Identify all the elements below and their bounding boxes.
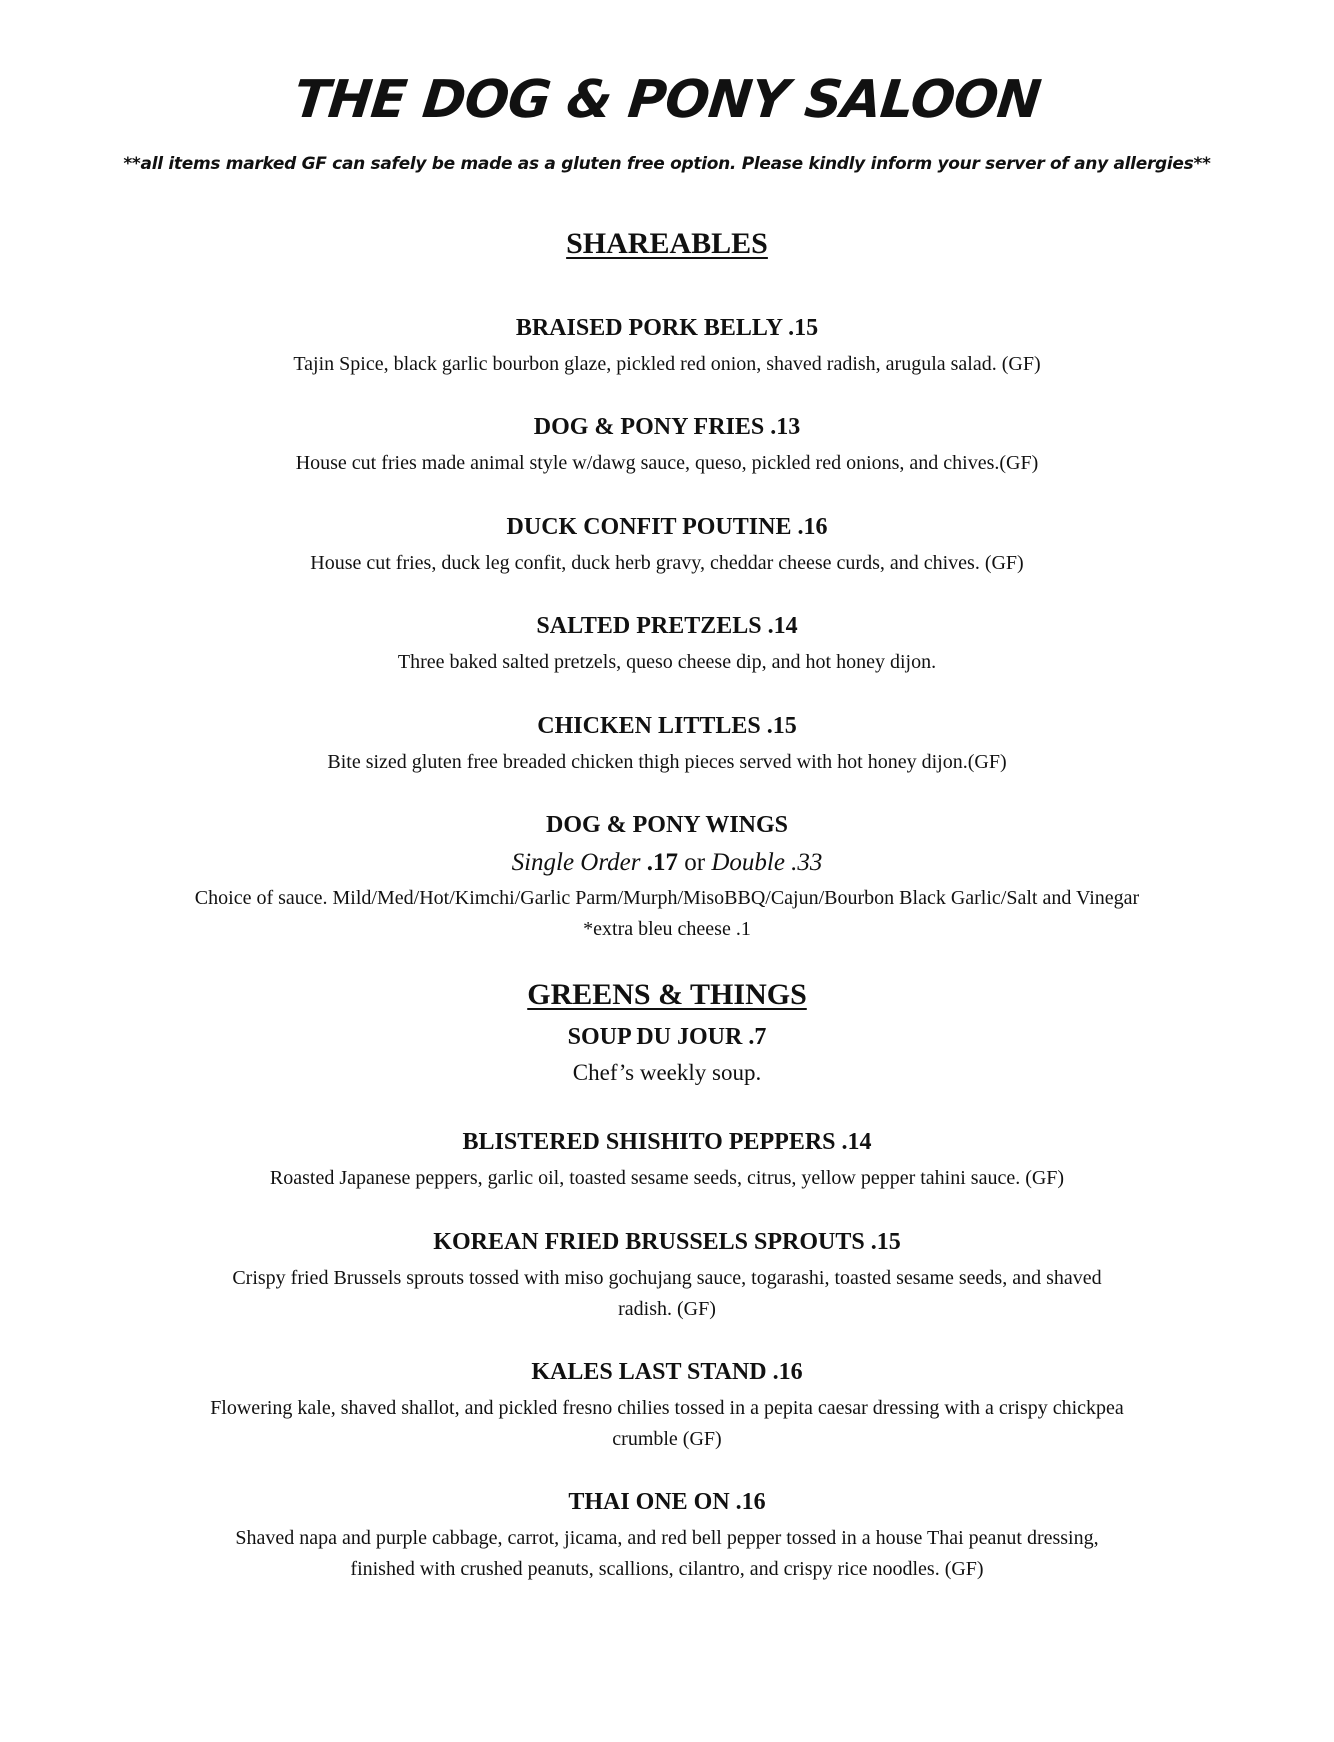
menu-item-description: Tajin Spice, black garlic bourbon glaze, pickled red onion, shaved radish, arugula salad. (GF) [293,353,1041,375]
menu-item-description-line2: crumble (GF) [612,1428,722,1450]
menu-item-name: BRAISED PORK BELLY .15 [515,315,819,341]
menu-item-description-line1: Crispy fried Brussels sprouts tossed with miso gochujang sauce, togarashi, toasted sesame seeds, and shaved [232,1267,1102,1289]
section-heading-greens: GREENS & THINGS [527,978,807,1011]
menu-item-description-line1: Flowering kale, shaved shallot, and pickled fresno chilies tossed in a pepita caesar dressing with a crispy chickpea [210,1397,1124,1419]
wings-sauce-description: Choice of sauce. Mild/Med/Hot/Kimchi/Garlic Parm/Murph/MisoBBQ/Cajun/Bourbon Black Garlic/Salt and Vinegar [194,887,1140,909]
restaurant-title: THE DOG & PONY SALOON [290,70,1044,130]
double-order-label: Double .33 [711,849,823,876]
menu-item-description: Bite sized gluten free breaded chicken thigh pieces served with hot honey dijon.(GF) [327,751,1007,773]
single-order-price: .17 [640,849,685,876]
menu-item-description: House cut fries made animal style w/dawg sauce, queso, pickled red onions, and chives.(GF) [295,452,1039,474]
menu-item-name: SALTED PRETZELS .14 [536,613,798,639]
menu-item-description: Roasted Japanese peppers, garlic oil, toasted sesame seeds, citrus, yellow pepper tahini sauce. (GF) [269,1167,1065,1189]
menu-item-description: Three baked salted pretzels, queso cheese dip, and hot honey dijon. [397,651,937,673]
menu-item-name: SOUP DU JOUR .7 [567,1024,767,1050]
menu-item-description-line1: Shaved napa and purple cabbage, carrot, jicama, and red bell pepper tossed in a house Thai peanut dressing, [235,1527,1099,1549]
menu-item-name: KALES LAST STAND .16 [531,1359,803,1385]
menu-item-name: CHICKEN LITTLES .15 [537,713,797,739]
menu-item-description-line2: finished with crushed peanuts, scallions, cilantro, and crispy rice noodles. (GF) [350,1558,984,1580]
menu-item-name-wings: DOG & PONY WINGS [545,812,788,838]
menu-item-description: Chef’s weekly soup. [572,1060,762,1085]
wings-extra-note: *extra bleu cheese .1 [583,918,751,940]
menu-item-description-line2: radish. (GF) [618,1298,716,1320]
menu-item-name: KOREAN FRIED BRUSSELS SPROUTS .15 [433,1229,901,1255]
menu-item-name: DOG & PONY FRIES .13 [533,414,801,440]
menu-item-name: THAI ONE ON .16 [568,1489,766,1515]
menu-item-name: DUCK CONFIT POUTINE .16 [506,514,828,540]
menu-item-description: House cut fries, duck leg confit, duck herb gravy, cheddar cheese curds, and chives. (GF) [310,552,1024,574]
menu-item-name: BLISTERED SHISHITO PEPPERS .14 [462,1129,872,1155]
gluten-free-note: **all items marked GF can safely be made as a gluten free option. Please kindly inform your server of any allergies** [123,154,1211,174]
section-heading-shareables: SHAREABLES [566,227,768,260]
or-text: or [684,849,706,876]
wings-order-options [0,849,1334,877]
single-order-label: Single Order [511,849,641,876]
